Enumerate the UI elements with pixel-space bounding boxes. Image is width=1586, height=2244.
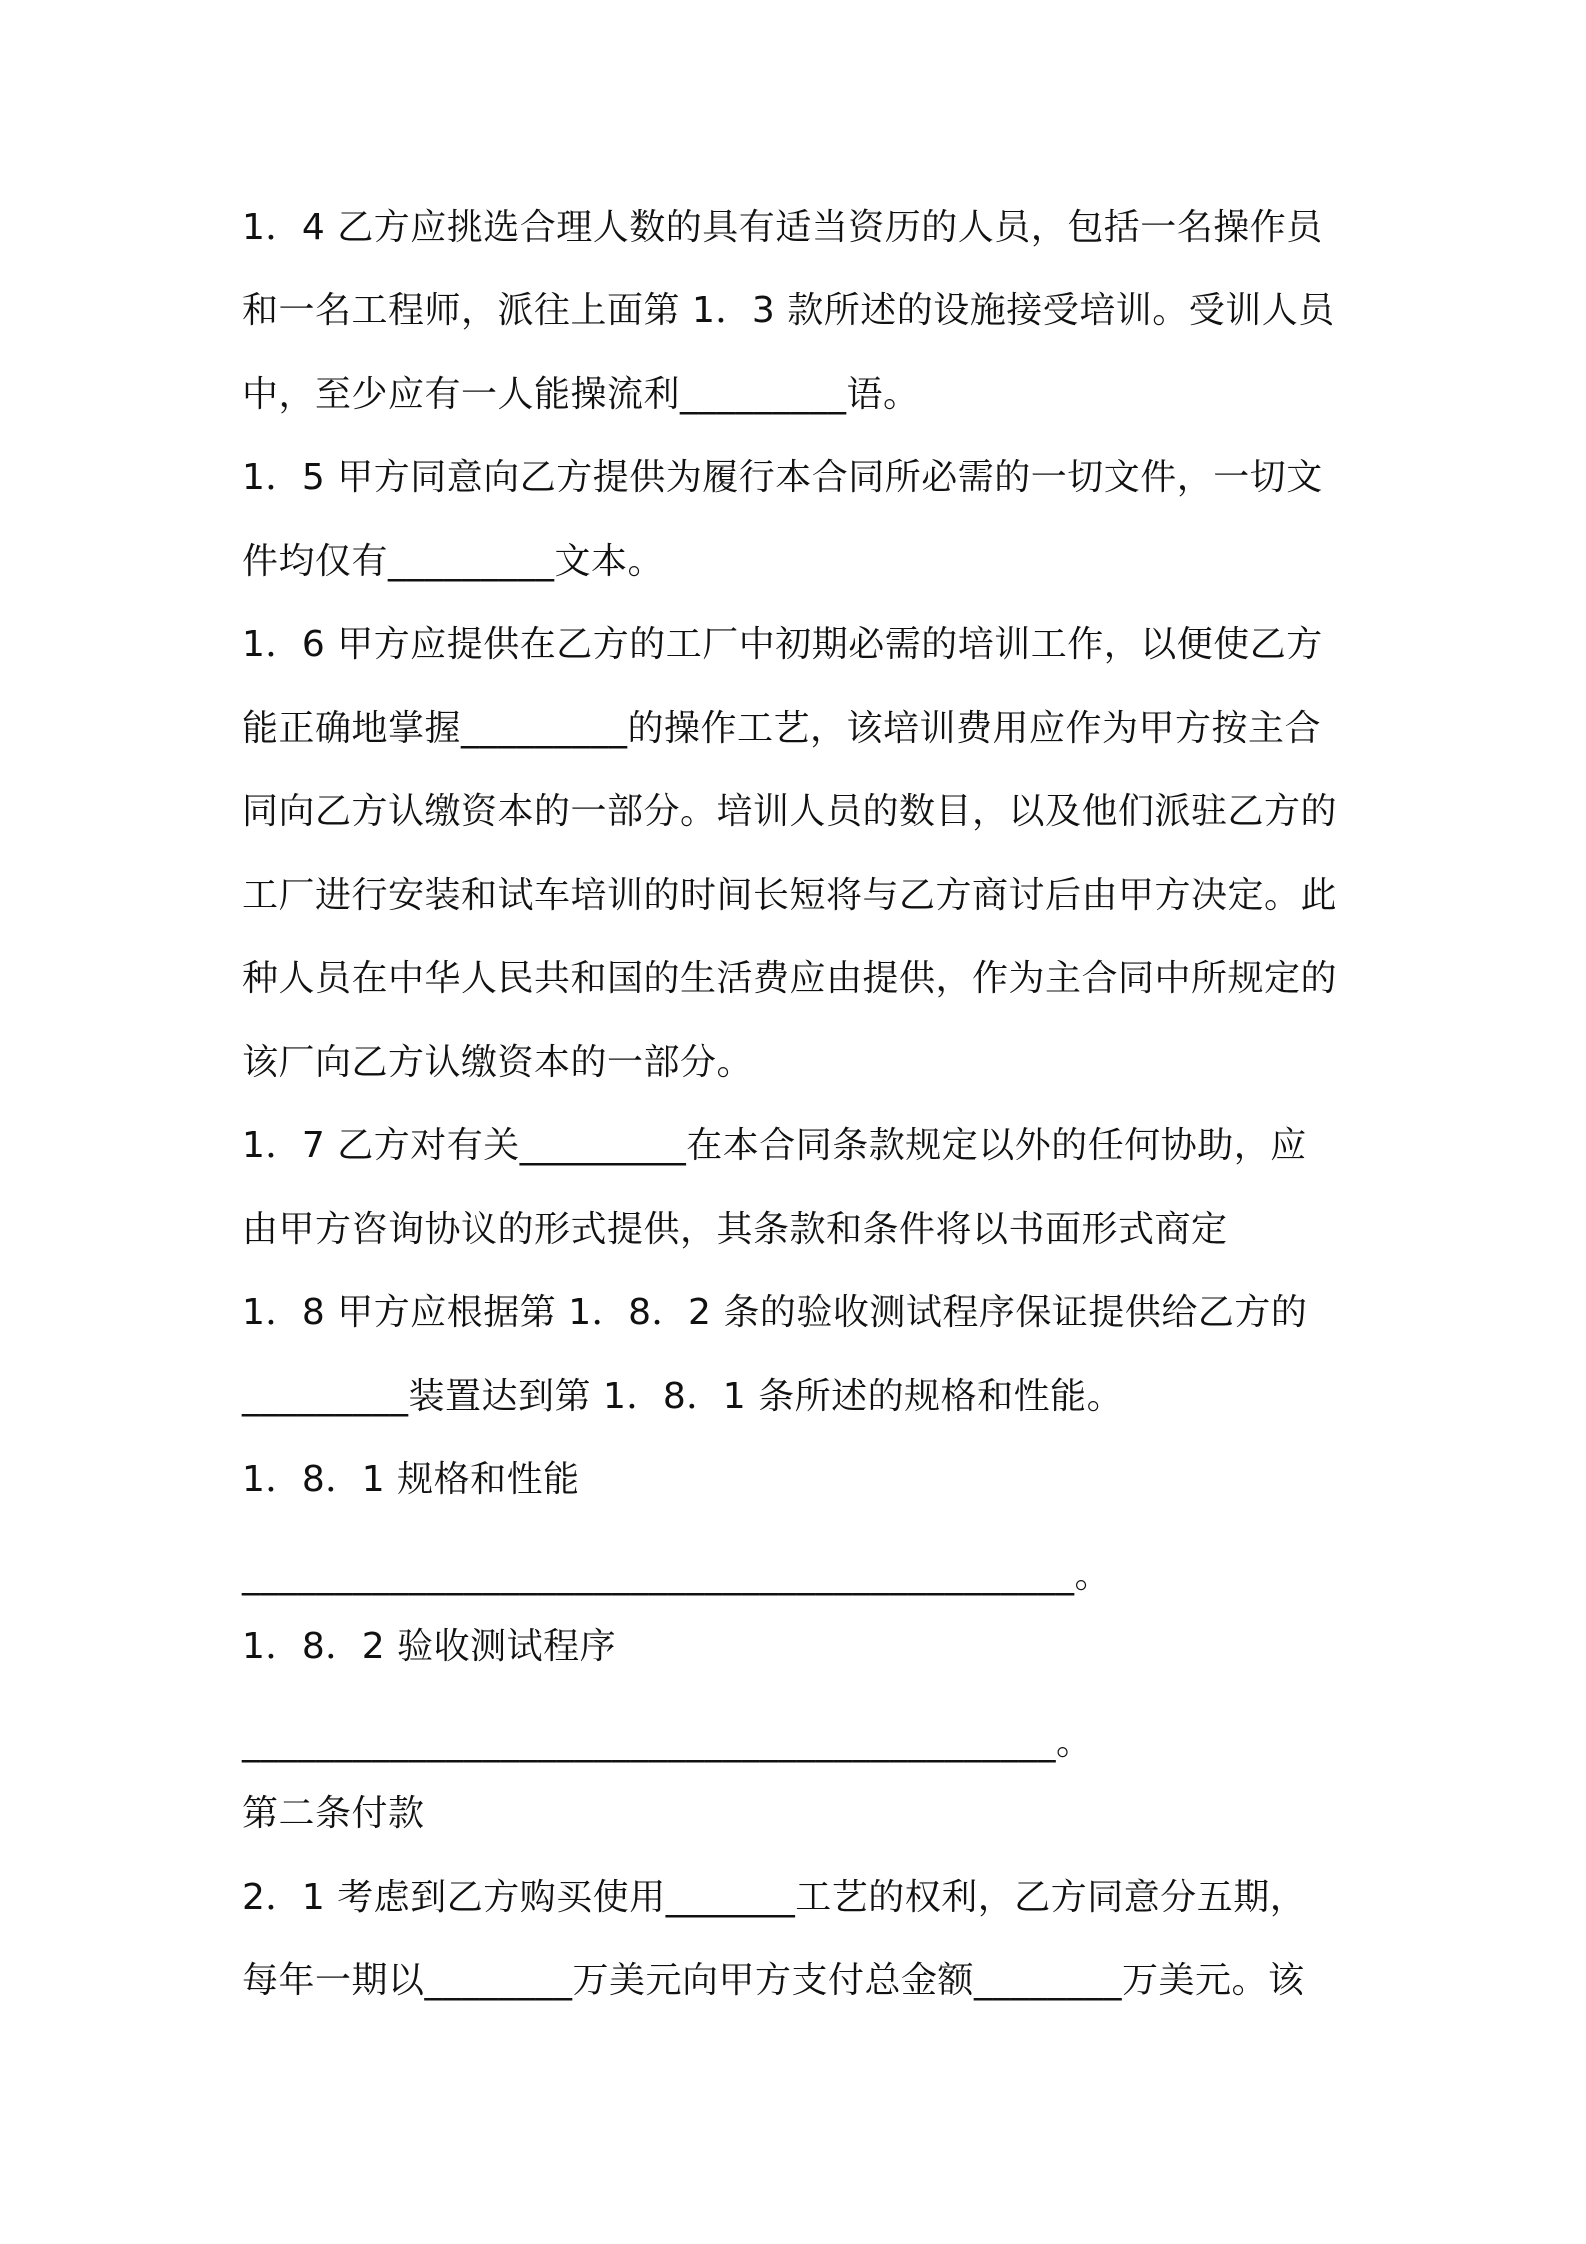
text-line: ____________________________________________。 [242, 1722, 1093, 1763]
text-line: 由甲方咨询协议的形式提供，其条款和条件将以书面形式商定 [242, 1209, 1228, 1250]
text-line: 同向乙方认缴资本的一部分。培训人员的数目，以及他们派驻乙方的 [242, 791, 1338, 832]
text-line: 1．8．2 验收测试程序 [242, 1626, 617, 1667]
text-line: 1．6 甲方应提供在乙方的工厂中初期必需的培训工作，以便使乙方 [242, 624, 1323, 665]
text-line: _________装置达到第 1．8．1 条所述的规格和性能。 [242, 1376, 1124, 1417]
section-heading: 第二条付款 [242, 1793, 425, 1834]
text-line: 每年一期以________万美元向甲方支付总金额________万美元。该 [242, 1960, 1305, 2001]
text-line: 1．8．1 规格和性能 [242, 1459, 580, 1500]
text-line: 该厂向乙方认缴资本的一部分。 [242, 1042, 754, 1083]
text-line: 1．4 乙方应挑选合理人数的具有适当资历的人员，包括一名操作员 [242, 207, 1323, 248]
text-line: 和一名工程师，派往上面第 1．3 款所述的设施接受培训。受训人员 [242, 290, 1335, 331]
text-line: 2．1 考虑到乙方购买使用_______工艺的权利，乙方同意分五期， [242, 1877, 1307, 1918]
text-line: 能正确地掌握_________的操作工艺，该培训费用应作为甲方按主合 [242, 708, 1322, 749]
text-line: 件均仅有_________文本。 [242, 541, 665, 582]
text-line: 中，至少应有一人能操流利_________语。 [242, 374, 920, 415]
text-line: 1．8 甲方应根据第 1．8．2 条的验收测试程序保证提供给乙方的 [242, 1292, 1308, 1333]
text-line: _____________________________________________。 [242, 1555, 1111, 1596]
text-line: 1．5 甲方同意向乙方提供为履行本合同所必需的一切文件，一切文 [242, 457, 1323, 498]
text-line: 种人员在中华人民共和国的生活费应由提供，作为主合同中所规定的 [242, 958, 1338, 999]
text-line: 1．7 乙方对有关_________在本合同条款规定以外的任何协助，应 [242, 1125, 1307, 1166]
text-line: 工厂进行安装和试车培训的时间长短将与乙方商讨后由甲方决定。此 [242, 875, 1338, 916]
